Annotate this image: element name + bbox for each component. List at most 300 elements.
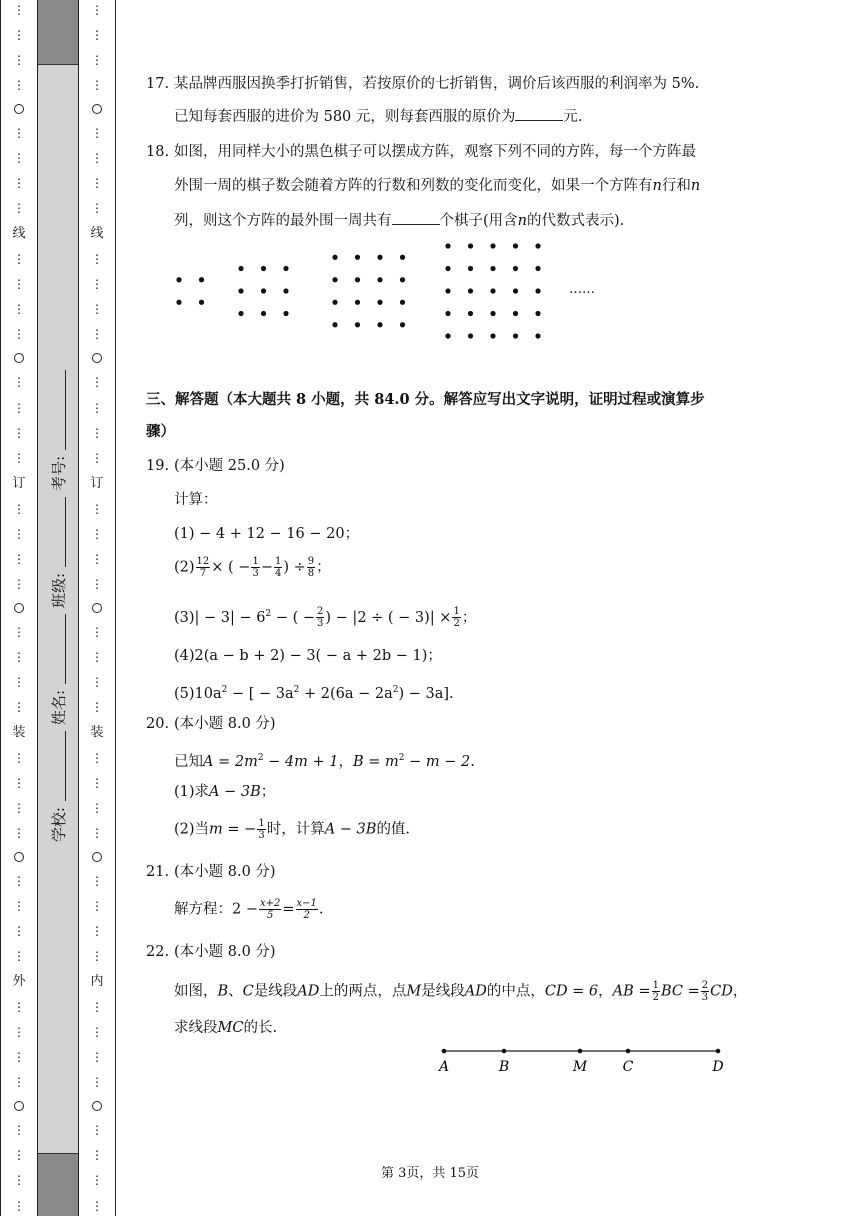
inner-binding-circle (92, 353, 102, 363)
outer-binding-dots: ⋮ (13, 400, 25, 415)
outer-binding-dots: ⋮ (13, 874, 25, 889)
numerator: 12 (196, 556, 210, 567)
chess-array-svg (166, 236, 606, 346)
school-label: 学校: (49, 807, 68, 843)
inner-binding-dots: ⋮ (91, 3, 103, 17)
chess-piece (176, 300, 181, 305)
inner-binding-dots: ⋮ (91, 375, 103, 390)
score-note: (本小题 8.0 分) (174, 944, 276, 960)
binding-column-outer (1, 0, 37, 1216)
outer-binding-dots: ⋮ (13, 1198, 25, 1213)
chess-piece (355, 300, 360, 305)
inner-binding-dots: ⋮ (91, 302, 103, 317)
outer-binding-dots: ⋮ (13, 801, 25, 815)
outer-binding-dots: ⋮ (13, 899, 25, 914)
binding-strip-inner (78, 0, 116, 1216)
text-run: ) − 3a]. (398, 685, 454, 702)
denominator: 3 (701, 992, 709, 1003)
chess-piece (377, 277, 382, 282)
inner-binding-dots: ⋮ (91, 874, 103, 889)
outer-binding-dots: ⋮ (13, 624, 25, 639)
denominator: 7 (199, 568, 207, 579)
text-run: 列，则这个方阵的最外围一周共有 (174, 213, 392, 229)
text-run: ， (598, 983, 613, 1000)
outer-binding-label: 线 (12, 226, 26, 242)
chess-piece (332, 255, 337, 260)
math-var: n (517, 213, 528, 229)
chess-piece (261, 288, 266, 293)
chess-piece (332, 277, 337, 282)
question-number: 20. (146, 716, 170, 732)
outer-binding-label: 订 (12, 475, 26, 491)
inner-binding-circle (92, 603, 102, 613)
inner-binding-dots: ⋮ (91, 176, 103, 191)
inner-binding-dots: ⋮ (91, 1123, 103, 1138)
question-number: 18. (146, 144, 170, 160)
math-expr: A − 3B (324, 821, 377, 838)
inner-binding-dots: ⋮ (91, 1198, 103, 1213)
chess-piece (468, 266, 473, 271)
math-expr: CD = 6 (544, 983, 599, 1000)
numerator: 1 (453, 606, 460, 618)
text-run: 、 (228, 983, 243, 1000)
question-number: 21. (146, 864, 170, 880)
inner-binding-dots: ⋮ (91, 1025, 103, 1040)
text-run: 的值. (376, 821, 411, 838)
outer-binding-dots: ⋮ (13, 201, 25, 216)
chess-piece (445, 333, 450, 338)
outer-binding-label: 外 (12, 974, 26, 990)
denominator: 4 (275, 568, 282, 579)
math-expr: B = m (353, 753, 399, 770)
inner-binding-dots: ⋮ (91, 78, 103, 93)
exponent: 2 (398, 753, 405, 763)
fraction (452, 606, 460, 629)
inner-binding-dots: ⋮ (91, 53, 103, 68)
exponent: 2 (221, 685, 228, 695)
text-run: ) ÷ (283, 559, 306, 576)
math-expr: − 4m + 1 (263, 753, 339, 770)
chess-piece (445, 266, 450, 271)
point-label-m: M (572, 1059, 588, 1075)
inner-binding-label: 订 (90, 475, 104, 491)
fraction (296, 898, 318, 921)
outer-binding-dots: ⋮ (13, 302, 25, 317)
inner-binding-dots: ⋮ (91, 1148, 103, 1163)
chess-array-2x2 (176, 277, 204, 305)
inner-binding-circle (92, 1101, 102, 1111)
outer-binding-dots: ⋮ (13, 949, 25, 964)
chess-piece (513, 288, 518, 293)
inner-binding-dots: ⋮ (91, 1050, 103, 1065)
chess-piece (199, 277, 204, 282)
denominator: 5 (266, 910, 274, 921)
math-var: n (652, 178, 662, 194)
question-text: 如图，用同样大小的黑色棋子可以摆成方阵，观察下列不同的方阵，每一个方阵最 (174, 144, 696, 160)
chess-piece (332, 322, 337, 327)
text-run: 解方程：2 − (174, 901, 258, 918)
denominator: 3 (317, 618, 324, 630)
chess-piece (400, 300, 405, 305)
outer-binding-dots: ⋮ (13, 674, 25, 689)
math-expr: AB = (612, 983, 651, 1000)
chess-piece (176, 277, 181, 282)
inner-binding-circle (92, 852, 102, 862)
outer-binding-circle (14, 104, 24, 114)
inner-binding-dots: ⋮ (91, 775, 103, 790)
chess-piece (283, 311, 288, 316)
binding-column-inner (79, 0, 115, 1216)
math-var: B (217, 983, 229, 1000)
point-a (442, 1049, 447, 1054)
outer-binding-dots: ⋮ (13, 425, 25, 440)
outer-binding-circle (14, 353, 24, 363)
exponent: 2 (392, 685, 399, 695)
math-var: AD (464, 983, 487, 1000)
question-number: 17. (146, 76, 170, 92)
outer-binding-dots: ⋮ (13, 327, 25, 342)
fraction (652, 980, 660, 1003)
inner-binding-dots: ⋮ (91, 551, 103, 566)
answer-blank[interactable] (515, 106, 563, 121)
text-run: 个棋子(用含 (439, 213, 518, 229)
text-run: 的代数式表示). (527, 213, 625, 229)
text-run: 是线段 (253, 983, 298, 1000)
math-expr: m = − (209, 821, 257, 838)
band-top-block (38, 0, 78, 65)
exponent: 2 (293, 685, 300, 695)
outer-binding-dots: ⋮ (13, 1123, 25, 1138)
text-run: 的长. (243, 1020, 278, 1036)
chess-piece (445, 311, 450, 316)
chess-piece (238, 311, 243, 316)
point-m (578, 1049, 583, 1054)
chess-array-3x3 (238, 266, 288, 316)
sub-question-3 (174, 604, 476, 629)
chess-piece (535, 333, 540, 338)
outer-binding-dots: ⋮ (13, 1025, 25, 1040)
numerator: 2 (701, 980, 709, 991)
inner-binding-dots: ⋮ (91, 624, 103, 639)
sub-question-2 (174, 556, 331, 579)
question-text: 元. (563, 109, 583, 125)
chess-piece (238, 288, 243, 293)
outer-binding-dots: ⋮ (13, 450, 25, 465)
exponent: 2 (265, 609, 272, 619)
outer-binding-dots: ⋮ (13, 1148, 25, 1163)
outer-binding-dots: ⋮ (13, 277, 25, 292)
sub-question-1: (1) − 4 + 12 − 16 − 20； (174, 526, 360, 542)
text-run: (1)求 (174, 784, 210, 800)
text-run: + 2(6a − 2a (299, 685, 393, 702)
outer-binding-dots: ⋮ (13, 176, 25, 191)
chess-piece (377, 322, 382, 327)
math-expr: A = 2m (203, 753, 258, 770)
text-run: = (282, 901, 295, 918)
inner-binding-dots: ⋮ (91, 750, 103, 765)
inner-binding-dots: ⋮ (91, 576, 103, 591)
math-var: M (406, 983, 422, 1000)
chess-piece (535, 311, 540, 316)
chess-piece (535, 266, 540, 271)
chess-array-figure (166, 236, 606, 346)
inner-binding-dots: ⋮ (91, 1075, 103, 1090)
question-text: 某品牌西服因换季打折销售，若按原价的七折销售，调价后该西服的利润率为 5%. (174, 76, 700, 92)
section-title-line: 骤） (146, 423, 175, 440)
numerator: 9 (307, 556, 315, 567)
outer-binding-dots: ⋮ (13, 501, 25, 516)
math-var: CD (710, 983, 733, 1000)
outer-binding-dots: ⋮ (13, 53, 25, 68)
inner-binding-dots: ⋮ (91, 1173, 103, 1188)
outer-binding-dots: ⋮ (13, 3, 25, 17)
question-text (174, 176, 700, 196)
inner-binding-dots: ⋮ (91, 327, 103, 342)
sub-question-4: (4)2(a − b + 2) − 3( − a + 2b − 1)； (174, 648, 442, 664)
inner-binding-label: 装 (90, 724, 104, 740)
point-d (716, 1049, 721, 1054)
math-expr: BC = (660, 983, 700, 1000)
class-field[interactable] (51, 497, 66, 567)
inner-binding-dots: ⋮ (91, 1000, 103, 1015)
inner-binding-dots: ⋮ (91, 699, 103, 714)
chess-piece (490, 288, 495, 293)
text-run: ； (316, 559, 331, 576)
chess-piece (535, 288, 540, 293)
text-run: − ( − (271, 609, 316, 626)
point-label-a: A (438, 1059, 450, 1075)
chess-piece (283, 266, 288, 271)
text-run: (2) (174, 559, 195, 576)
student-info-band (38, 0, 78, 1216)
math-expr: A − 3B (209, 784, 261, 800)
equation (174, 898, 324, 921)
outer-binding-dots: ⋮ (13, 699, 25, 714)
inner-binding-dots: ⋮ (91, 28, 103, 43)
chess-piece (261, 311, 266, 316)
chess-array-4x4 (332, 255, 405, 328)
question-text: 计算： (174, 492, 218, 508)
question-text (174, 106, 583, 127)
text-run: 如图， (174, 983, 218, 1000)
outer-binding-dots: ⋮ (13, 1050, 25, 1065)
outer-binding-dots: ⋮ (13, 1000, 25, 1015)
outer-binding-dots: ⋮ (13, 775, 25, 790)
exam-no-field[interactable] (51, 370, 66, 450)
outer-binding-dots: ⋮ (13, 28, 25, 43)
chess-piece (400, 322, 405, 327)
chess-piece (400, 255, 405, 260)
text-run: (5)10a (174, 685, 222, 702)
text-run: 的中点， (486, 983, 545, 1000)
outer-binding-dots: ⋮ (13, 576, 25, 591)
fraction (259, 898, 281, 921)
chess-piece (468, 333, 473, 338)
question-text (174, 210, 624, 231)
chess-piece (377, 300, 382, 305)
inner-binding-dots: ⋮ (91, 949, 103, 964)
math-var: MC (217, 1020, 244, 1036)
chess-array-5x5 (445, 243, 540, 338)
inner-binding-dots: ⋮ (91, 674, 103, 689)
section-title-line: 三、解答题（本大题共 8 小题，共 84.0 分。解答应写出文字说明，证明过程或演算步 (146, 391, 705, 408)
chess-piece (355, 255, 360, 260)
math-var: AD (297, 983, 320, 1000)
question-text: 已知每套西服的进价为 580 元，则每套西服的原价为 (174, 109, 516, 125)
inner-binding-dots: ⋮ (91, 899, 103, 914)
binding-strip-outer (0, 0, 38, 1216)
point-c (626, 1049, 631, 1054)
fraction (251, 556, 259, 579)
sub-question-5 (174, 680, 454, 704)
text-run: 行和 (661, 178, 691, 194)
text-run: − [ − 3a (227, 685, 294, 702)
text-run: . (470, 753, 475, 770)
exponent: 2 (257, 753, 264, 763)
question-text (174, 748, 475, 772)
inner-binding-dots: ⋮ (91, 526, 103, 541)
denominator: 8 (307, 568, 315, 579)
score-note: (本小题 8.0 分) (174, 864, 276, 880)
outer-binding-dots: ⋮ (13, 151, 25, 166)
point-label-b: B (498, 1059, 510, 1075)
fraction (316, 606, 324, 629)
numerator: x+2 (259, 898, 281, 909)
inner-binding-circle (92, 104, 102, 114)
question-number: 19. (146, 458, 170, 474)
inner-binding-dots: ⋮ (91, 277, 103, 292)
numerator: 1 (275, 556, 282, 567)
text-run: 求线段 (174, 1020, 218, 1036)
fraction (196, 556, 211, 579)
chess-piece (468, 288, 473, 293)
text-run: 外围一周的棋子数会随着方阵的行数和列数的变化而变化，如果一个方阵有 (174, 178, 653, 194)
chess-piece (490, 266, 495, 271)
outer-binding-circle (14, 852, 24, 862)
outer-binding-dots: ⋮ (13, 826, 25, 841)
chess-piece (468, 243, 473, 248)
inner-binding-dots: ⋮ (91, 151, 103, 166)
chess-piece (513, 243, 518, 248)
question-number: 22. (146, 944, 170, 960)
text-run: 已知 (174, 753, 203, 770)
text-run: ； (260, 784, 276, 800)
inner-binding-dots: ⋮ (91, 450, 103, 465)
fraction (307, 556, 315, 579)
chess-piece (535, 243, 540, 248)
name-field[interactable] (51, 614, 66, 684)
inner-binding-dots: ⋮ (91, 400, 103, 415)
segment-svg (432, 1040, 732, 1080)
inner-binding-label: 线 (90, 226, 104, 242)
fraction (701, 980, 709, 1003)
fraction (274, 556, 282, 579)
chess-piece (490, 243, 495, 248)
numerator: 1 (252, 556, 259, 567)
text-run: × ( − (211, 559, 251, 576)
inner-binding-dots: ⋮ (91, 924, 103, 939)
text-run: ； (461, 609, 477, 626)
numerator: x−1 (296, 898, 317, 909)
math-var: C (242, 983, 254, 1000)
outer-binding-label: 装 (12, 724, 26, 740)
denominator: 2 (303, 910, 310, 921)
sub-question-2 (174, 818, 410, 841)
point-label-d: D (712, 1059, 724, 1075)
chess-piece (513, 333, 518, 338)
chess-piece (355, 277, 360, 282)
chess-piece (261, 266, 266, 271)
text-run: 时，计算 (266, 821, 325, 838)
inner-binding-dots: ⋮ (91, 201, 103, 216)
chess-piece (445, 243, 450, 248)
outer-binding-dots: ⋮ (13, 1173, 25, 1188)
answer-blank[interactable] (392, 210, 440, 225)
outer-binding-dots: ⋮ (13, 78, 25, 93)
chess-piece (513, 266, 518, 271)
denominator: 3 (252, 568, 259, 579)
chess-piece (468, 311, 473, 316)
inner-binding-dots: ⋮ (91, 501, 103, 516)
denominator: 2 (652, 992, 659, 1003)
outer-binding-circle (14, 1101, 24, 1111)
numerator: 1 (652, 980, 659, 991)
ellipsis-text: …… (569, 282, 595, 297)
chess-piece (283, 288, 288, 293)
inner-binding-dots: ⋮ (91, 425, 103, 440)
exam-no-label: 考号: (49, 455, 68, 491)
outer-binding-dots: ⋮ (13, 1075, 25, 1090)
text-run: . (318, 901, 324, 918)
chess-piece (238, 266, 243, 271)
name-label: 姓名: (49, 690, 68, 726)
segment-figure (432, 1040, 732, 1084)
numerator: 2 (317, 606, 324, 618)
fraction (257, 818, 265, 841)
chess-piece (377, 255, 382, 260)
denominator: 3 (258, 830, 265, 841)
school-field[interactable] (51, 731, 66, 801)
inner-binding-label: 内 (90, 974, 104, 990)
chess-piece (490, 333, 495, 338)
point-label-c: C (622, 1059, 634, 1075)
text-run: ) − |2 ÷ ( − 3)| × (325, 609, 452, 626)
outer-binding-dots: ⋮ (13, 750, 25, 765)
inner-binding-dots: ⋮ (91, 826, 103, 841)
text-run: (2)当 (174, 821, 210, 838)
student-info-fields (38, 196, 78, 1016)
chess-piece (513, 311, 518, 316)
chess-piece (400, 277, 405, 282)
inner-binding-dots: ⋮ (91, 801, 103, 815)
outer-binding-dots: ⋮ (13, 526, 25, 541)
math-expr: − m − 2 (404, 753, 471, 770)
question-text (174, 980, 747, 1003)
question-text (174, 1018, 277, 1038)
text-run: 上的两点，点 (319, 983, 407, 1000)
outer-binding-circle (14, 603, 24, 613)
text-run: 是线段 (421, 983, 465, 1000)
sub-question-1 (174, 782, 275, 802)
math-var: n (690, 178, 701, 194)
outer-binding-dots: ⋮ (13, 551, 25, 566)
page-footer: 第 3页，共 15页 (380, 1166, 480, 1181)
point-b (502, 1049, 507, 1054)
outer-binding-dots: ⋮ (13, 252, 25, 267)
numerator: 1 (258, 818, 265, 829)
outer-binding-dots: ⋮ (13, 126, 25, 141)
inner-binding-dots: ⋮ (91, 252, 103, 267)
